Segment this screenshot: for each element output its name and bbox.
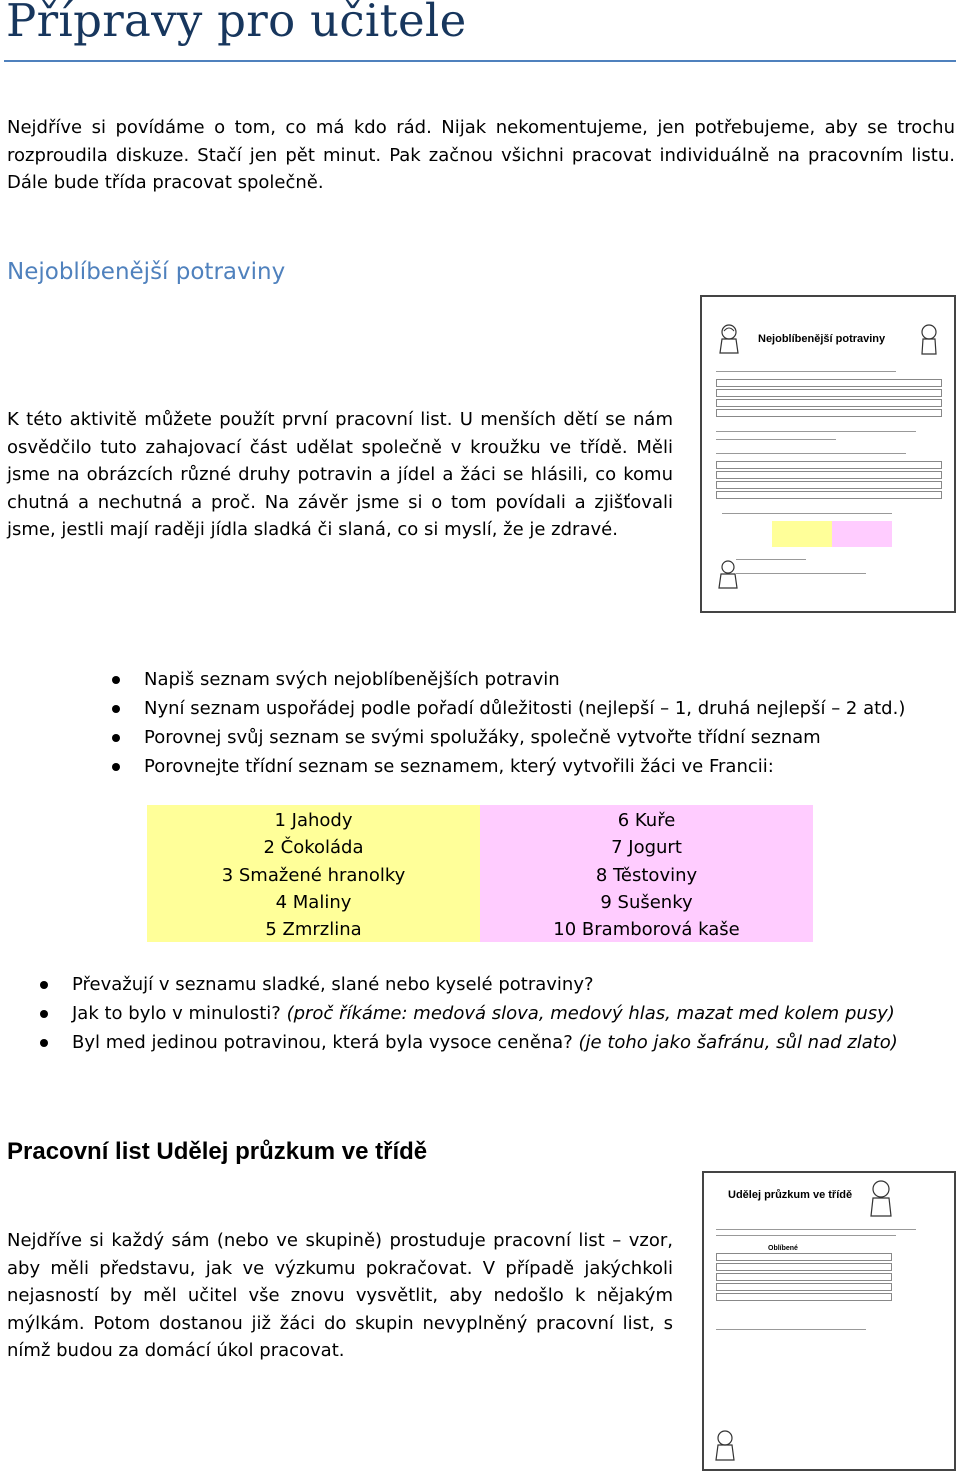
table-cell: 9 Sušenky	[600, 891, 693, 913]
french-food-table	[147, 805, 813, 942]
table-cell: 6 Kuře	[617, 810, 676, 831]
thumbnail-title: Udělej průzkum ve třídě	[728, 1189, 853, 1201]
question-text: Převažují v seznamu sladké, slané nebo kyselé potraviny?	[72, 974, 594, 995]
worksheet-yellow-block	[772, 521, 832, 547]
intro-paragraph: Nejdříve si povídáme o tom, co má kdo rád. Nijak nekomentujeme, jen potřebujeme, aby se trochu rozproudila diskuze. Stačí jen pět minut. Pak začnou všichni pracovat individuálně na pracovním listu. Dále bude třída pracovat společně.	[7, 117, 955, 193]
worksheet-table-row	[716, 481, 942, 489]
boy-drawing-icon	[916, 323, 942, 357]
question-text: Byl med jedinou potravinou, která byla vysoce ceněna?	[72, 1032, 573, 1053]
page-title: Přípravy pro učitele	[6, 0, 467, 47]
table-cell: 3 Smažené hranolky	[221, 864, 406, 886]
table-cell: 1 Jahody	[274, 810, 353, 831]
thumbnail-title: Nejoblíbenější potraviny	[758, 333, 886, 345]
worksheet-line	[716, 439, 836, 440]
worksheet-pink-block	[832, 521, 892, 547]
task-list	[0, 665, 960, 781]
table-cell: 4 Maliny	[275, 891, 352, 913]
question-note: (proč říkáme: medová slova, medový hlas, mazat med kolem pusy)	[286, 1003, 895, 1024]
worksheet-label: Oblíbené	[768, 1245, 798, 1252]
section1-paragraph: K této aktivitě můžete použít první pracovní list. U menších dětí se nám osvědčilo tuto zahajovací část udělat společně v kroužku ve třídě. Měli jsme na obrázcích různé druhy potravin a jídel a žáci se hlásili, co komu chutná a nechutná a proč. Na závěr jsme si o tom povídali a zjišťovali jsme, jestli mají raději jídla sladká či slaná, co si myslí, že je zdravé.	[7, 409, 673, 540]
worksheet-line	[716, 371, 896, 372]
child-drawing-icon	[866, 1179, 896, 1219]
worksheet-table-row	[716, 461, 942, 469]
list-item: Nyní seznam uspořádej podle pořadí důležitosti (nejlepší – 1, druhá nejlepší – 2 atd.)	[0, 694, 960, 723]
question-note: (je toho jako šafránu, sůl nad zlato)	[578, 1032, 898, 1053]
food-table-column-left	[147, 805, 480, 942]
section-heading-class-survey: Pracovní list Udělej průzkum ve třídě	[7, 1138, 428, 1165]
list-item	[0, 970, 960, 999]
worksheet-table-row	[716, 1273, 892, 1281]
worksheet-line	[736, 559, 806, 560]
section-heading-favorite-foods: Nejoblíbenější potraviny	[7, 259, 286, 285]
worksheet-table-row	[716, 409, 942, 417]
worksheet-table-row	[716, 1283, 892, 1291]
table-cell: 7 Jogurt	[611, 837, 682, 859]
title-divider	[4, 60, 956, 62]
worksheet-thumbnail-favorite-foods	[700, 295, 956, 613]
list-item	[0, 999, 960, 1028]
worksheet-line	[716, 1229, 916, 1230]
worksheet-table-row	[716, 1253, 892, 1261]
worksheet-table-row	[716, 491, 942, 499]
worksheet-line	[722, 513, 892, 514]
list-item: Porovnej svůj seznam se svými spolužáky, společně vytvořte třídní seznam	[0, 723, 960, 752]
worksheet-thumbnail-class-survey	[702, 1171, 956, 1471]
worksheet-line	[716, 1235, 896, 1236]
child-drawing-icon	[716, 559, 740, 591]
table-cell: 10 Bramborová kaše	[553, 919, 740, 941]
worksheet-line	[716, 1329, 866, 1330]
worksheet-table-row	[716, 399, 942, 407]
table-cell: 8 Těstoviny	[595, 864, 698, 886]
food-table-column-right	[480, 805, 813, 942]
list-item	[0, 1028, 960, 1057]
child-drawing-icon	[712, 1429, 738, 1463]
worksheet-line	[716, 453, 906, 454]
worksheet-table-row	[716, 1263, 892, 1271]
worksheet-table-row	[716, 1293, 892, 1301]
worksheet-line	[716, 431, 916, 432]
question-text: Jak to bylo v minulosti?	[72, 1003, 281, 1024]
worksheet-table-row	[716, 379, 942, 387]
table-cell: 2 Čokoláda	[263, 837, 364, 859]
list-item: Porovnejte třídní seznam se seznamem, který vytvořili žáci ve Francii:	[0, 752, 960, 781]
discussion-questions	[0, 970, 960, 1057]
list-item: Napiš seznam svých nejoblíbenějších potravin	[0, 665, 960, 694]
worksheet-line	[736, 573, 866, 574]
section2-paragraph: Nejdříve si každý sám (nebo ve skupině) prostuduje pracovní list – vzor, aby měli představu, jak ve výzkumu pokračovat. V případě jakýchkoli nejasností by měl učitel vše znovu vysvětlit, aby nedošlo k nějakým mýlkám. Potom dostanou již žáci do skupin nevyplněný pracovní list, s nímž budou za domácí úkol pracovat.	[7, 1230, 673, 1361]
table-cell: 5 Zmrzlina	[265, 919, 362, 941]
worksheet-table-row	[716, 389, 942, 397]
girl-drawing-icon	[716, 323, 742, 357]
worksheet-table-row	[716, 471, 942, 479]
